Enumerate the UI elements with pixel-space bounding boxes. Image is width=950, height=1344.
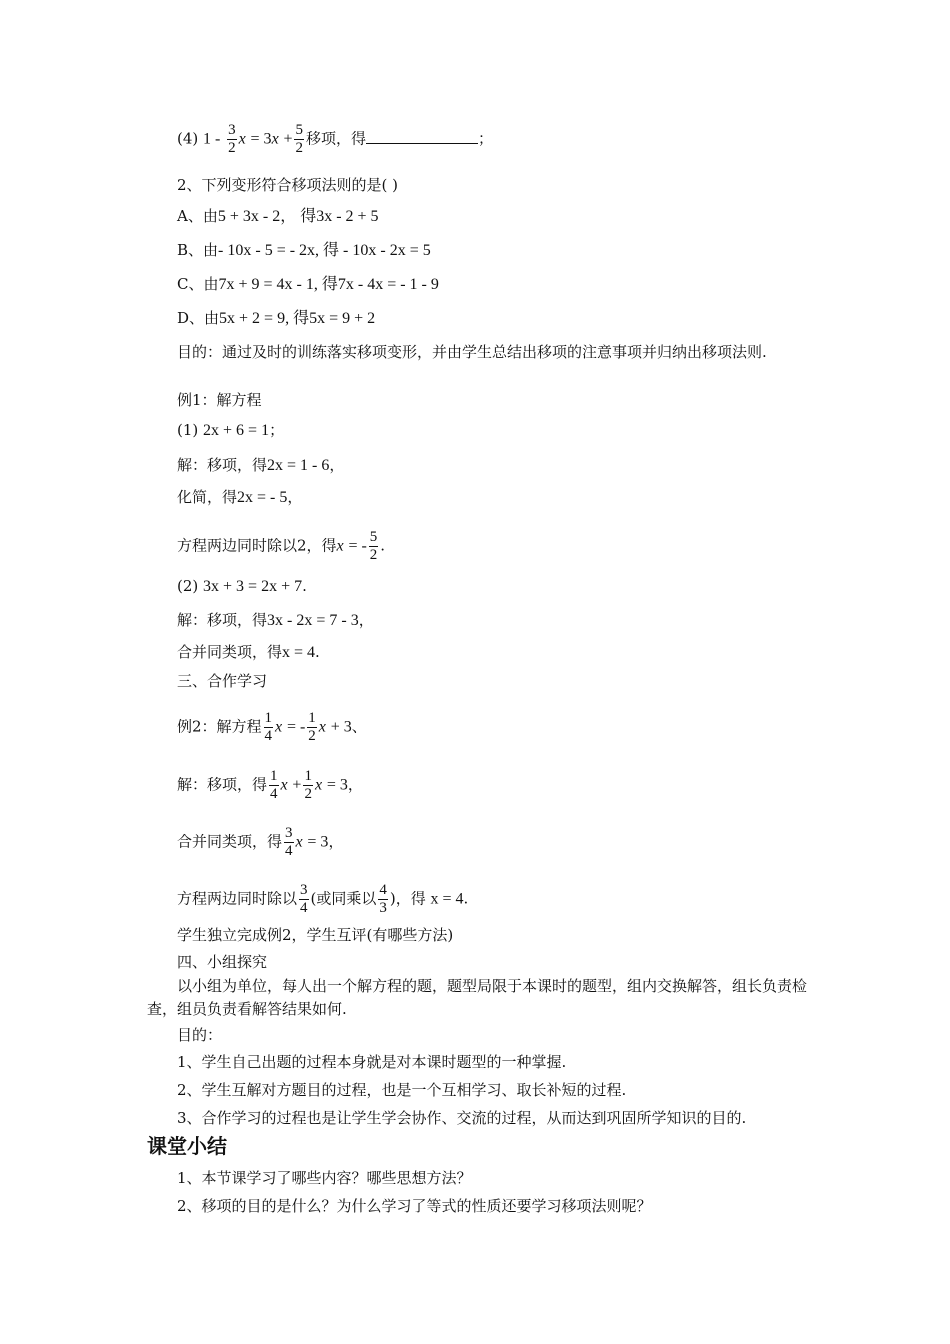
- purpose-item: 2、学生互解对方题目的过程，也是一个互相学习、取长补短的过程.: [177, 1081, 627, 1099]
- q4-eq: = 3: [250, 130, 272, 148]
- ex2-step-1: 解：移项，得 $\frac{1}{4}$ x + $\frac{1}{2}$ x = 3，: [177, 768, 363, 802]
- option-d: D、由5x + 2 = 9, 得5x = 9 + 2: [177, 309, 376, 327]
- option-c: C、由7x + 9 = 4x - 1, 得7x - 4x = - 1 - 9: [177, 275, 439, 293]
- summary-item: 1、本节课学习了哪些内容？哪些思想方法？: [177, 1169, 472, 1187]
- ex1-problem-1: (1) 2x + 6 = 1；: [177, 421, 285, 439]
- ex1-step-1b: 化简，得2x = - 5，: [177, 488, 303, 506]
- question-4: [177, 122, 493, 157]
- q4-lead: 1 -: [203, 130, 221, 148]
- q4-frac2: $\frac{5}{2}$: [295, 122, 303, 156]
- ex2-step-3: 方程两边同时除以 $\frac{3}{4}$ (或同乘以 $\frac{4}{3}$ )，得 x = 4.: [177, 882, 469, 916]
- option-a: A、由5 + 3x - 2， 得3x - 2 + 5: [177, 207, 379, 225]
- ex1-problem-2: (2) 3x + 3 = 2x + 7.: [177, 577, 307, 595]
- ex1-step-1a: 解：移项，得2x = 1 - 6，: [177, 456, 345, 474]
- group-activity: 以小组为单位，每人出一个解方程的题，题型局限于本课时的题型，组内交换解答，组长负责检查，组员负责看解答结果如何.: [147, 977, 808, 1018]
- peer-review-text: 学生独立完成例2，学生互评(有哪些方法): [177, 926, 454, 944]
- question-2-title: 2、下列变形符合移项法则的是( ): [177, 176, 399, 194]
- summary-heading: 课堂小结: [147, 1134, 227, 1158]
- answer-blank[interactable]: [366, 129, 478, 144]
- option-b: B、由- 10x - 5 = - 2x, 得 - 10x - 2x = 5: [177, 241, 431, 259]
- ex1-step-2a: 解：移项，得3x - 2x = 7 - 3，: [177, 611, 374, 629]
- q4-end: ；: [478, 129, 494, 148]
- q4-frac1: $\frac{3}{2}$: [228, 122, 236, 156]
- section-4-title: 四、小组探究: [177, 953, 268, 971]
- q4-x1: x: [238, 130, 246, 148]
- purpose-item: 1、学生自己出题的过程本身就是对本课时题型的一种掌握.: [177, 1053, 567, 1071]
- purpose-1: 目的：通过及时的训练落实移项变形，并由学生总结出移项的注意事项并归纳出移项法则.: [177, 343, 767, 361]
- q4-label: (4): [177, 129, 199, 148]
- purpose-item: 3、合作学习的过程也是让学生学会协作、交流的过程，从而达到巩固所学知识的目的.: [177, 1109, 747, 1127]
- ex1-step-2b: 合并同类项，得x = 4.: [177, 643, 320, 661]
- section-3-title: 三、合作学习: [177, 672, 268, 690]
- example-2-equation: 例2：解方程 $\frac{1}{4}$ x = - $\frac{1}{2}$ x + 3、: [177, 710, 367, 744]
- example-1-title: 例1：解方程: [177, 391, 262, 409]
- q4-x2: x: [271, 130, 279, 148]
- purpose-2-label: 目的：: [177, 1026, 223, 1044]
- ex1-step-1c: 方程两边同时除以2，得x = - $\frac{5}{2}$ .: [177, 529, 386, 563]
- q4-text: 移项，得: [305, 129, 366, 148]
- summary-item: 2、移项的目的是什么？为什么学习了等式的性质还要学习移项法则呢？: [177, 1197, 652, 1215]
- q4-plus: +: [283, 130, 293, 148]
- ex2-step-2: 合并同类项，得 $\frac{3}{4}$ x = 3，: [177, 825, 344, 859]
